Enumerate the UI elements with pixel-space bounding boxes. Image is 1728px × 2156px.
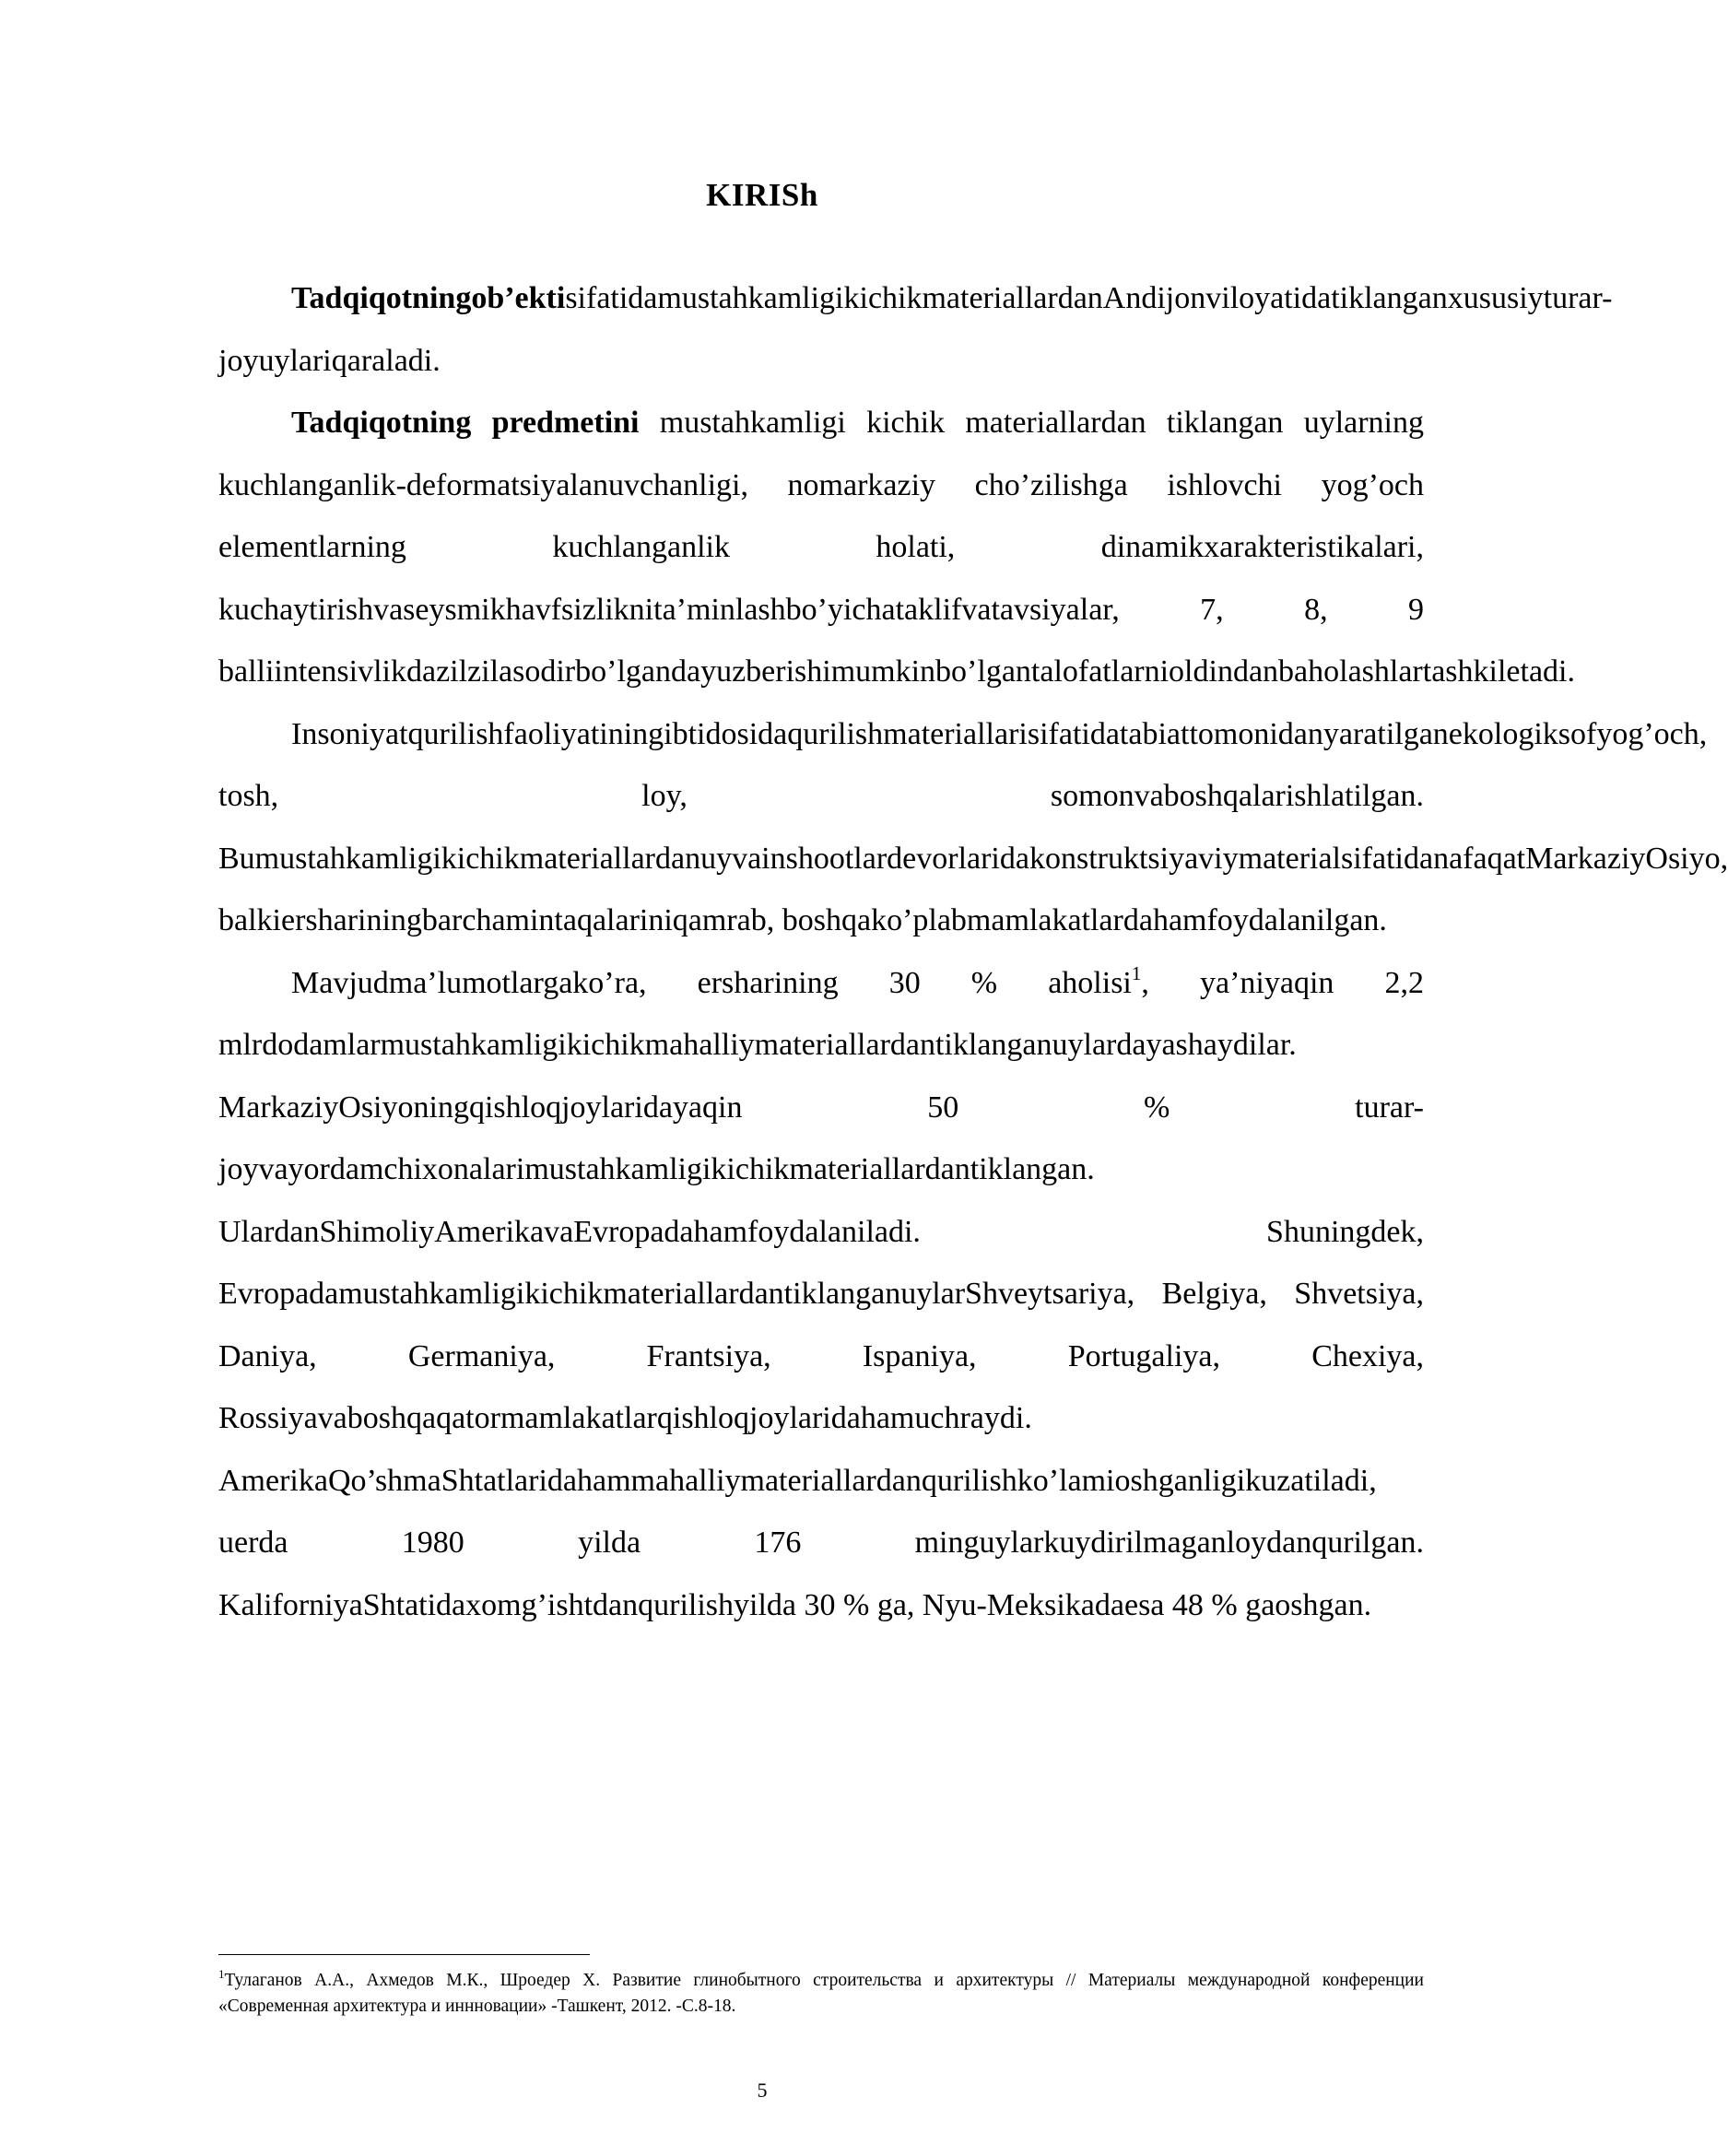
paragraph-object xyxy=(218,267,1613,392)
paragraph-history xyxy=(218,703,1728,952)
paragraph-text: Insoniyatqurilishfaoliyatiningibtidosidaqurilishmateriallarisifatidatabiattomonidanyaratilganekologiksofyog’och, tosh, loy, somonvaboshqalarishlatilgan. BumustahkamligikichikmateriallardanuyvainshootlardevorlaridakonstruktsiyaviymaterialsifatidanafaqatMarkaziyOsiyo, balkiershariningbarchamintaqalariniqamrab, boshqako’plabmamlakatlardahamfoydalanilgan. xyxy=(218,716,1728,937)
paragraph-text: mustahkamligi kichik materiallardan tiklangan uylarning kuchlanganlik-deformatsiyalanuvchanligi, nomarkaziy cho’zilishga ishlovchi yog’och elementlarning kuchlanganlik holati, dinamikxarakteristikalari, kuchaytirishvaseysmikhavfsizliknita’minlashbo’yichataklifvatavsiyalar, 7, 8, 9 balliintensivlikdazilzilasodirbo’lgandayuzberishimumkinbo’lgantalofatlarnioldindanbaholashlartashkiletadi. xyxy=(218,406,1575,689)
paragraph-lead: Tadqiqotning predmetini xyxy=(291,406,640,440)
paragraph-usage xyxy=(218,1201,1424,1637)
paragraph-subject xyxy=(218,392,1575,703)
paragraph-text: sifatidamustahkamligikichikmateriallardanAndijonviloyatidatiklanganxususiyturar-joyuylariqaraladi. xyxy=(218,281,1613,378)
page-number: 5 xyxy=(757,2079,768,2102)
body-text xyxy=(218,267,1728,1636)
paragraph-text: , ya’niyaqin 2,2 mlrdodamlarmustahkamligikichikmahalliymateriallardantiklanganuylardayashaydilar. MarkaziyOsiyoningqishloqjoylaridayaqin 50 % turar-joyvayordamchixonalarimustahkamligikichikmateriallardantiklangan. xyxy=(218,965,1424,1186)
footnote-text: Тулаганов А.А., Ахмедов М.К., Шроедер Х. Развитие глинобытного строительства и архитектуры // Материалы международной конференции «Современная архитектура и иннновации» -Ташкент, 2012. -С.8-18. xyxy=(218,1971,1424,2016)
paragraph-text: Mavjudma’lumotlargako’ra, ersharining 30 % aholisi xyxy=(291,965,1132,1000)
section-title: KIRISh xyxy=(706,177,818,213)
footnote xyxy=(218,1968,1424,2020)
footnote-separator xyxy=(218,1954,590,1955)
footnote-mark: 1 xyxy=(218,1967,225,1981)
footnote-reference[interactable]: 1 xyxy=(1131,961,1142,984)
paragraph-statistics xyxy=(218,952,1424,1201)
paragraph-lead: Tadqiqotningob’ekti xyxy=(291,281,566,315)
paragraph-text: UlardanShimoliyAmerikavaEvropadahamfoydalaniladi. Shuningdek, EvropadamustahkamligikichikmateriallardantiklanganuylarShveytsariya, Belgiya, Shvetsiya, Daniya, Germaniya, Frantsiya, Ispaniya, Portugaliya, Chexiya, Rossiyavaboshqaqatormamlakatlarqishloqjoylaridahamuchraydi. AmerikaQo’shmaShtatlaridahammahalliymateriallardanqurilishko’lamioshganligikuzatiladi, uerda 1980 yilda 176 minguylarkuydirilmaganloydanqurilgan. KaliforniyaShtatidaxomg’ishtdanqurilishyilda 30 % ga, Nyu-Meksikadaesa 48 % gaoshgan. xyxy=(218,1214,1424,1622)
